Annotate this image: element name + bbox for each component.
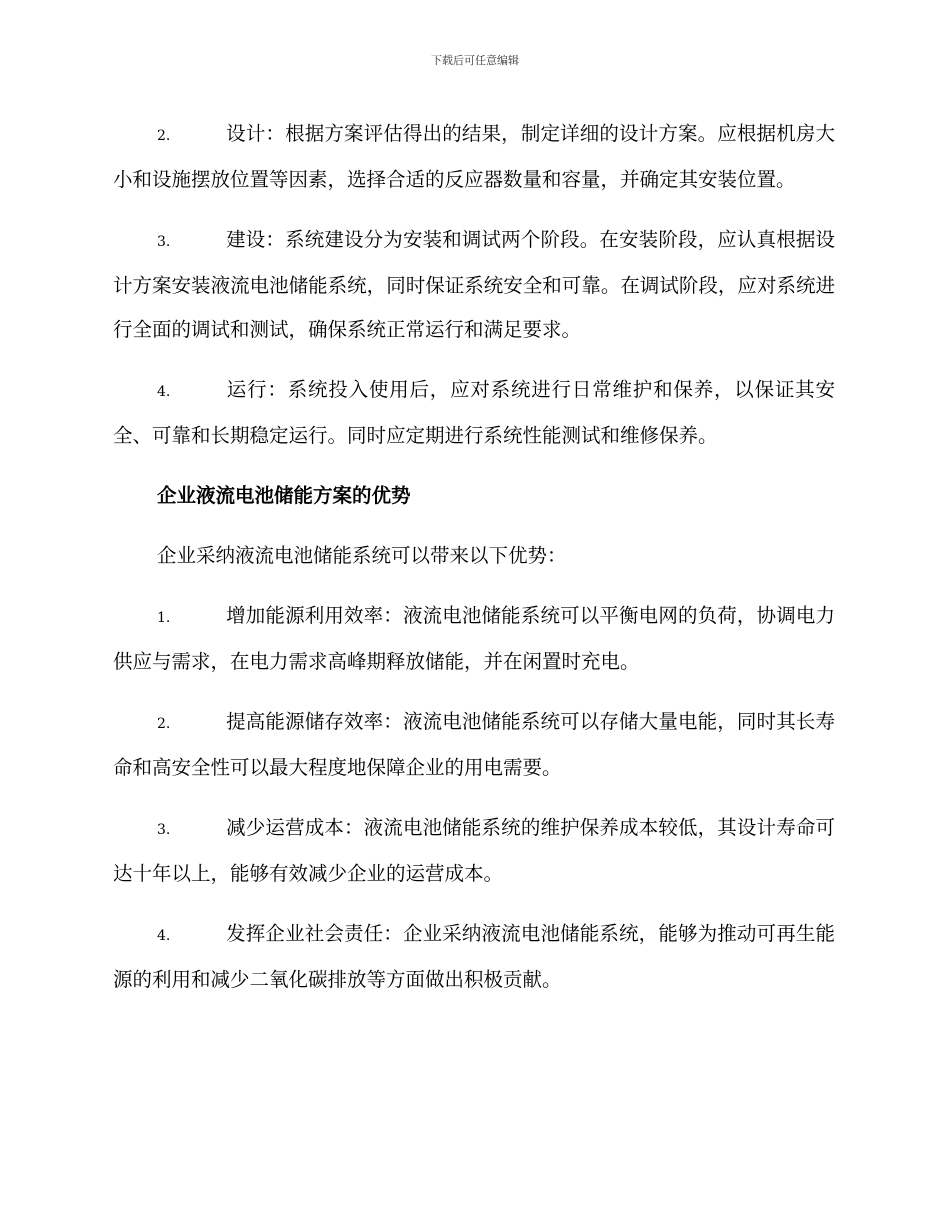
page-header: 下载后可任意编辑 bbox=[431, 54, 519, 67]
list-item bbox=[113, 700, 835, 790]
list-item-text: 建设：系统建设分为安装和调试两个阶段。在安装阶段，应认真根据设计方案安装液流电池储能系统，同时保证系统安全和可靠。在调试阶段，应对系统进行全面的调试和测试，确保系统正常运行和满足要求。 bbox=[113, 228, 835, 341]
list-item-number: 2. bbox=[157, 128, 171, 144]
section-heading: 企业液流电池储能方案的优势 bbox=[157, 484, 411, 507]
list-item bbox=[113, 912, 835, 1002]
list-item-number: 3. bbox=[157, 822, 171, 838]
list-item bbox=[113, 218, 835, 352]
list-item-number: 1. bbox=[157, 610, 171, 626]
document-body bbox=[113, 112, 835, 1018]
list-item bbox=[113, 112, 835, 202]
list-item-number: 3. bbox=[157, 234, 171, 250]
list-item bbox=[113, 368, 835, 458]
list-item-text: 减少运营成本：液流电池储能系统的维护保养成本较低，其设计寿命可达十年以上，能够有效减少企业的运营成本。 bbox=[113, 816, 835, 885]
intro-paragraph: 企业采纳液流电池储能系统可以带来以下优势： bbox=[157, 544, 567, 567]
list-item-text: 设计：根据方案评估得出的结果，制定详细的设计方案。应根据机房大小和设施摆放位置等因素，选择合适的反应器数量和容量，并确定其安装位置。 bbox=[113, 122, 835, 191]
list-item-text: 提高能源储存效率：液流电池储能系统可以存储大量电能，同时其长寿命和高安全性可以最大程度地保障企业的用电需要。 bbox=[113, 710, 835, 779]
list-item-text: 发挥企业社会责任：企业采纳液流电池储能系统，能够为推动可再生能源的利用和减少二氧化碳排放等方面做出积极贡献。 bbox=[113, 922, 835, 991]
list-item-number: 2. bbox=[157, 716, 171, 732]
list-item-text: 运行：系统投入使用后，应对系统进行日常维护和保养，以保证其安全、可靠和长期稳定运行。同时应定期进行系统性能测试和维修保养。 bbox=[113, 378, 835, 447]
list-item bbox=[113, 806, 835, 896]
list-item bbox=[113, 594, 835, 684]
list-item-number: 4. bbox=[157, 928, 171, 944]
list-item-number: 4. bbox=[157, 384, 171, 400]
list-item-text: 增加能源利用效率：液流电池储能系统可以平衡电网的负荷，协调电力供应与需求，在电力需求高峰期释放储能，并在闲置时充电。 bbox=[113, 604, 835, 673]
